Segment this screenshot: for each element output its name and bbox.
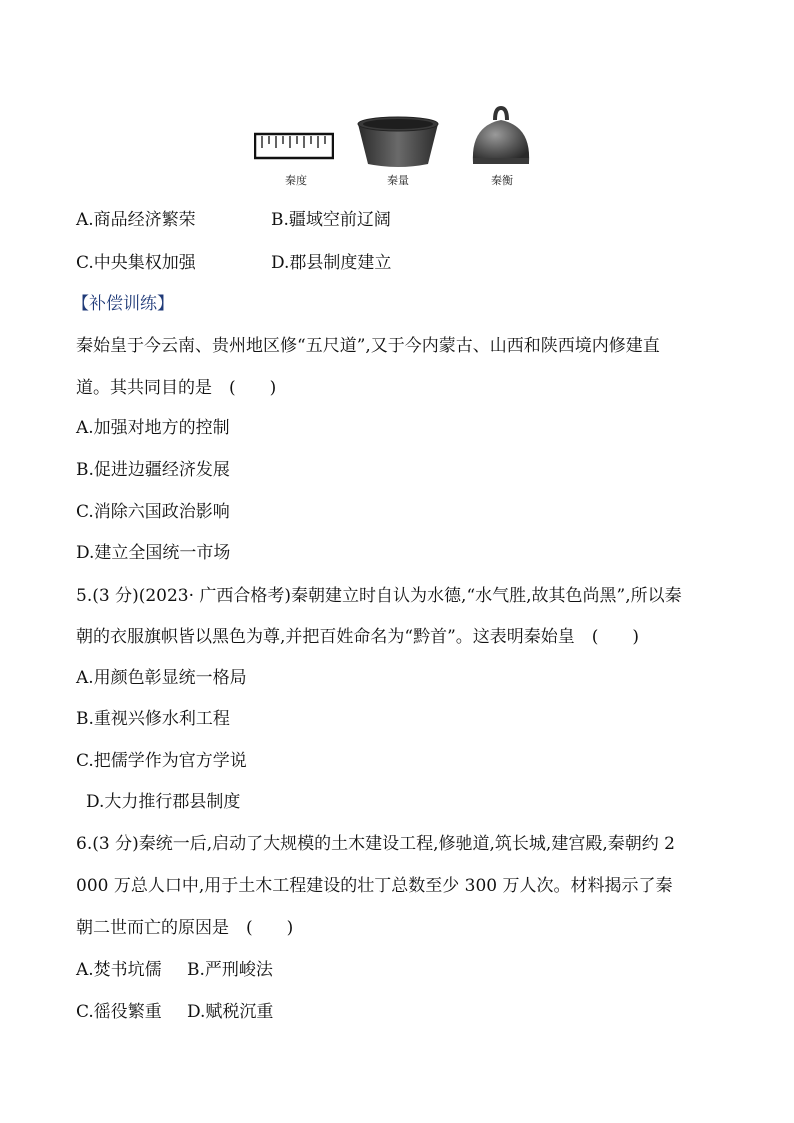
q6-option-a: A.焚书坑儒 (76, 960, 162, 980)
q5-stem-line2: 朝的衣服旗帜皆以黑色为尊,并把百姓命名为“黔首”。这表明秦始皇 ( ) (76, 627, 640, 647)
supplement-stem-line1: 秦始皇于今云南、贵州地区修“五尺道”,又于今内蒙古、山西和陕西境内修建直 (76, 336, 660, 356)
q5-option-d: D.大力推行郡县制度 (86, 792, 241, 812)
figure-vessel (354, 114, 442, 174)
figure-caption-vessel: 秦量 (387, 174, 409, 187)
measuring-vessel-icon (354, 114, 442, 170)
q5-option-a: A.用颜色彰显统一格局 (76, 668, 247, 688)
figure-caption-ruler: 秦度 (285, 174, 307, 187)
q6-option-b: B.严刑峻法 (187, 960, 273, 980)
q6-stem-line1: 6.(3 分)秦统一后,启动了大规模的土木建设工程,修驰道,筑长城,建宫殿,秦朝约 2 (76, 834, 675, 854)
ruler-icon (254, 132, 334, 162)
q4-option-d: D.郡县制度建立 (271, 253, 392, 273)
supplement-tag: 【补偿训练】 (72, 294, 174, 314)
q5-stem-line1: 5.(3 分)(2023· 广西合格考)秦朝建立时自认为水德,“水气胜,故其色尚黑”,所以秦 (76, 586, 682, 606)
supplement-option-c: C.消除六国政治影响 (76, 502, 230, 522)
q4-option-b: B.疆域空前辽阔 (271, 210, 391, 230)
q4-option-c: C.中央集权加强 (76, 253, 196, 273)
figure-caption-weight: 秦衡 (491, 174, 513, 187)
figure-ruler (254, 132, 334, 166)
q5-option-b: B.重视兴修水利工程 (76, 709, 230, 729)
q4-option-a: A.商品经济繁荣 (76, 210, 196, 230)
qin-measures-figure (250, 112, 550, 192)
supplement-stem-line2: 道。其共同目的是 ( ) (76, 378, 277, 398)
supplement-option-a: A.加强对地方的控制 (76, 418, 230, 438)
figure-weight (468, 106, 534, 174)
supplement-option-d: D.建立全国统一市场 (76, 543, 231, 563)
supplement-option-b: B.促进边疆经济发展 (76, 460, 230, 480)
q6-option-c: C.徭役繁重 (76, 1002, 162, 1022)
q6-stem-line2: 000 万总人口中,用于土木工程建设的壮丁总数至少 300 万人次。材料揭示了秦 (76, 876, 673, 896)
q6-option-d: D.赋税沉重 (187, 1002, 274, 1022)
q6-stem-line3: 朝二世而亡的原因是 ( ) (76, 918, 294, 938)
weight-icon (468, 106, 534, 170)
q5-option-c: C.把儒学作为官方学说 (76, 751, 247, 771)
